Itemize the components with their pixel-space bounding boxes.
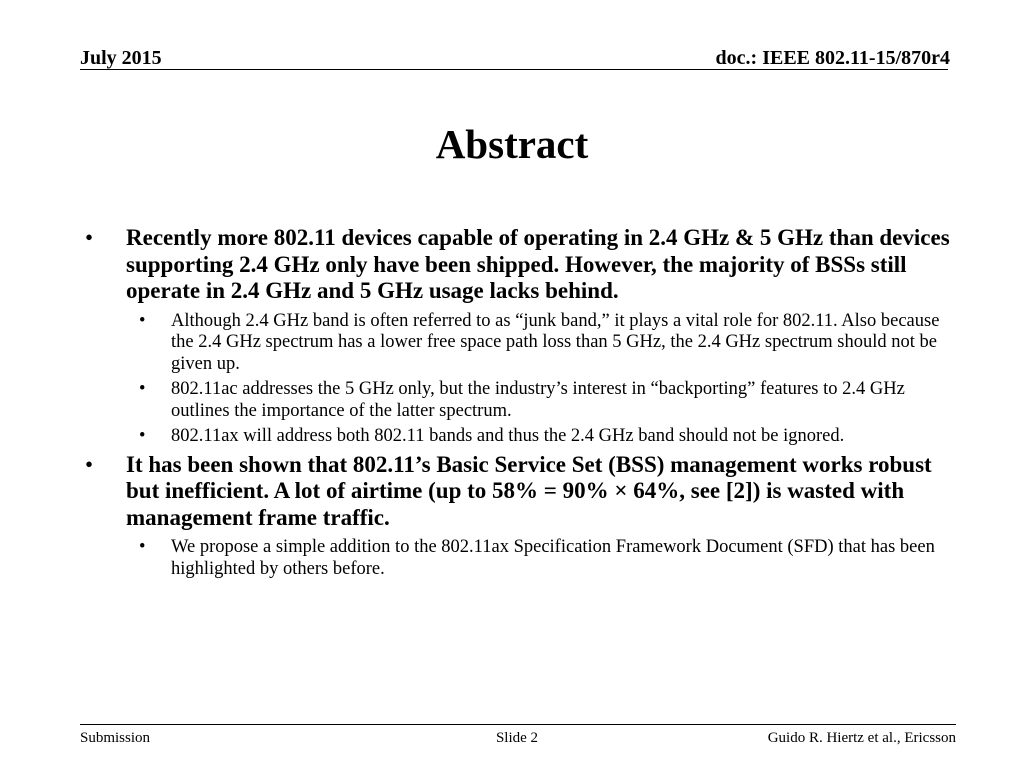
footer-author: Guido R. Hiertz et al., Ericsson xyxy=(767,730,956,746)
header-date: July 2015 xyxy=(80,47,162,69)
bullet-icon: • xyxy=(85,225,94,250)
bullet-icon: • xyxy=(85,451,94,477)
slide-body xyxy=(82,225,952,580)
bullet-item xyxy=(82,225,952,305)
bullet-text: It has been shown that 802.11’s Basic Service Set (BSS) management works robust but inefficient. A lot of airtime (up to 58% = 90% × 64%, see [2]) is wasted with management frame traffic. xyxy=(126,451,932,530)
footer-slide-number: Slide 2 xyxy=(495,730,539,746)
slide-title: Abstract xyxy=(435,121,589,167)
sub-bullet-text: 802.11ac addresses the 5 GHz only, but the industry’s interest in “backporting” features to 2.4 GHz outlines the importance of the latter spectrum. xyxy=(171,379,905,421)
sub-bullet-icon: • xyxy=(139,310,146,331)
sub-bullet-icon: • xyxy=(139,426,146,446)
bullet-item xyxy=(82,452,952,532)
footer-divider xyxy=(80,724,956,725)
sub-bullet-text: We propose a simple addition to the 802.11ax Specification Framework Document (SFD) that has been highlighted by others before. xyxy=(171,537,935,579)
bullet-text: Recently more 802.11 devices capable of operating in 2.4 GHz & 5 GHz than devices supporting 2.4 GHz only have been shipped. However, the majority of BSSs still operate in 2.4 GHz and 5 GHz usage lacks behind. xyxy=(126,225,950,303)
header-divider xyxy=(80,69,948,70)
sub-bullet-item xyxy=(82,537,952,580)
sub-bullet-text: 802.11ax will address both 802.11 bands and thus the 2.4 GHz band should not be ignored. xyxy=(171,426,845,446)
sub-bullet-item xyxy=(82,311,952,376)
sub-bullet-icon: • xyxy=(139,537,146,557)
footer-submission: Submission xyxy=(80,730,151,746)
sub-bullet-item xyxy=(82,379,952,422)
sub-bullet-icon: • xyxy=(139,379,146,399)
header-doc-id: doc.: IEEE 802.11-15/870r4 xyxy=(715,47,950,69)
sub-bullet-text: Although 2.4 GHz band is often referred to as “junk band,” it plays a vital role for 802.11. Also because the 2.4 GHz spectrum has a lower free space path loss than 5 GHz, the 2.4 GHz spectrum should not be given up. xyxy=(171,310,940,374)
sub-bullet-item xyxy=(82,426,952,448)
